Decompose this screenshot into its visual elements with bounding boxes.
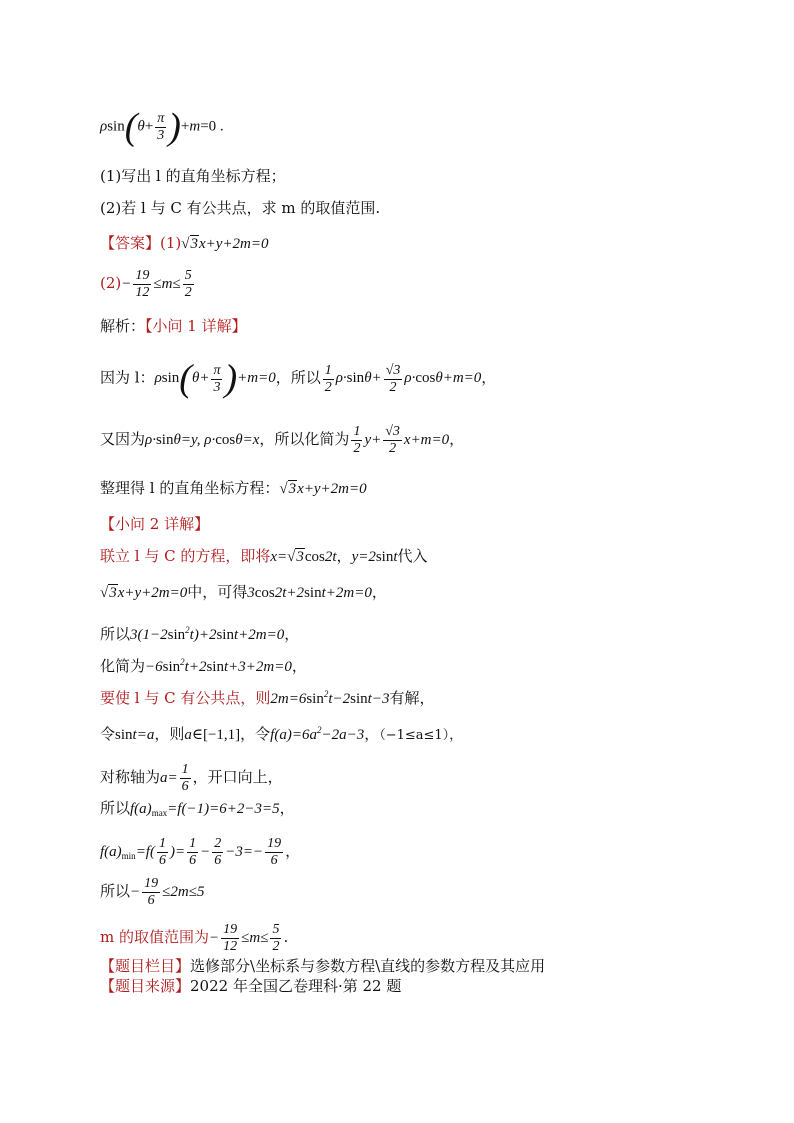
s2-line-6: 令sint=a，则a∈[−1,1]，令$f(a)=6a^2-2a-3$，（−1≤a≤1），	[100, 725, 463, 743]
sub2-tag: 【小问 2 详解】	[100, 515, 210, 533]
answer-tag: 【答案】	[100, 234, 161, 252]
s2-line-9: $f(a)_{min}=f$( $\frac{1}{6}$ )= $\frac{1}{6}$ − $\frac{2}{6}$ −3=− $\frac{19}{6}$ ，	[100, 836, 301, 868]
header-formula: ρsin(θ+ $\frac{\pi}{3}$ )+m=0 .	[100, 106, 224, 148]
answer-line-1: 【答案】(1)√3x+y+2m=0	[100, 234, 269, 252]
s2-line-10: 所以− $\frac{19}{6}$ ≤2m≤5	[100, 876, 205, 908]
sub1-tag: 【小问 1 详解】	[145, 317, 247, 335]
s2-line-2: √3x+y+2m=0中，可得3cos2t+2sint+2m=0，	[100, 583, 387, 601]
question-1: (1)写出 l 的直角坐标方程；	[100, 167, 286, 185]
s2-line-5: 要使 l 与 C 有公共点，则$2m=6\sin^2t-2\sin t-3$有解，	[100, 689, 435, 707]
meta-source: 【题目来源】2022 年全国乙卷理科·第 22 题	[100, 977, 402, 995]
analysis-header	[100, 316, 247, 336]
answer-line-2: (2)− $\frac{19}{12}$ ≤m≤ $\frac{5}{2}$	[100, 268, 192, 300]
s2-line-7: 对称轴为a= $\frac{1}{6}$ ，开口向上，	[100, 762, 283, 794]
step-2: 又因为ρ·sinθ=y, ρ·cosθ=x，所以化简为 $\frac{1}{2}$ y+ $\frac{√3}{2}$ x+m=0，	[100, 424, 465, 456]
s2-line-4: 化简为$-6\sin^2t+2\sin t+3+2m=0$，	[100, 657, 307, 675]
meta-column: 【题目栏目】选修部分\坐标系与参数方程\直线的参数方程及其应用	[100, 957, 546, 975]
s2-line-11: m 的取值范围为− $\frac{19}{12}$ ≤m≤ $\frac{5}{2}$ .	[100, 922, 289, 954]
s2-line-1: 联立 l 与 C 的方程，即将x=√3cos2t，y=2sint代入	[100, 547, 428, 565]
s2-line-3: 所以$3(1-2\sin^2t)+2\sin t+2m=0$，	[100, 625, 300, 643]
step-1: 因为 l：ρsin(θ+ $\frac{\pi}{3}$ )+m=0，所以 $\frac{1}{2}$ ρ·sinθ+ $\frac{√3}{2}$ ρ·cosθ+m=0，	[100, 358, 497, 400]
s2-line-8: 所以$f(a)_{max}=f(-1)=6+2-3=5$，	[100, 799, 295, 818]
question-2: (2)若 l 与 C 有公共点，求 m 的取值范围.	[100, 199, 381, 217]
step-3: 整理得 l 的直角坐标方程：√3x+y+2m=0	[100, 479, 367, 497]
analysis-label: 解析：	[100, 317, 146, 335]
